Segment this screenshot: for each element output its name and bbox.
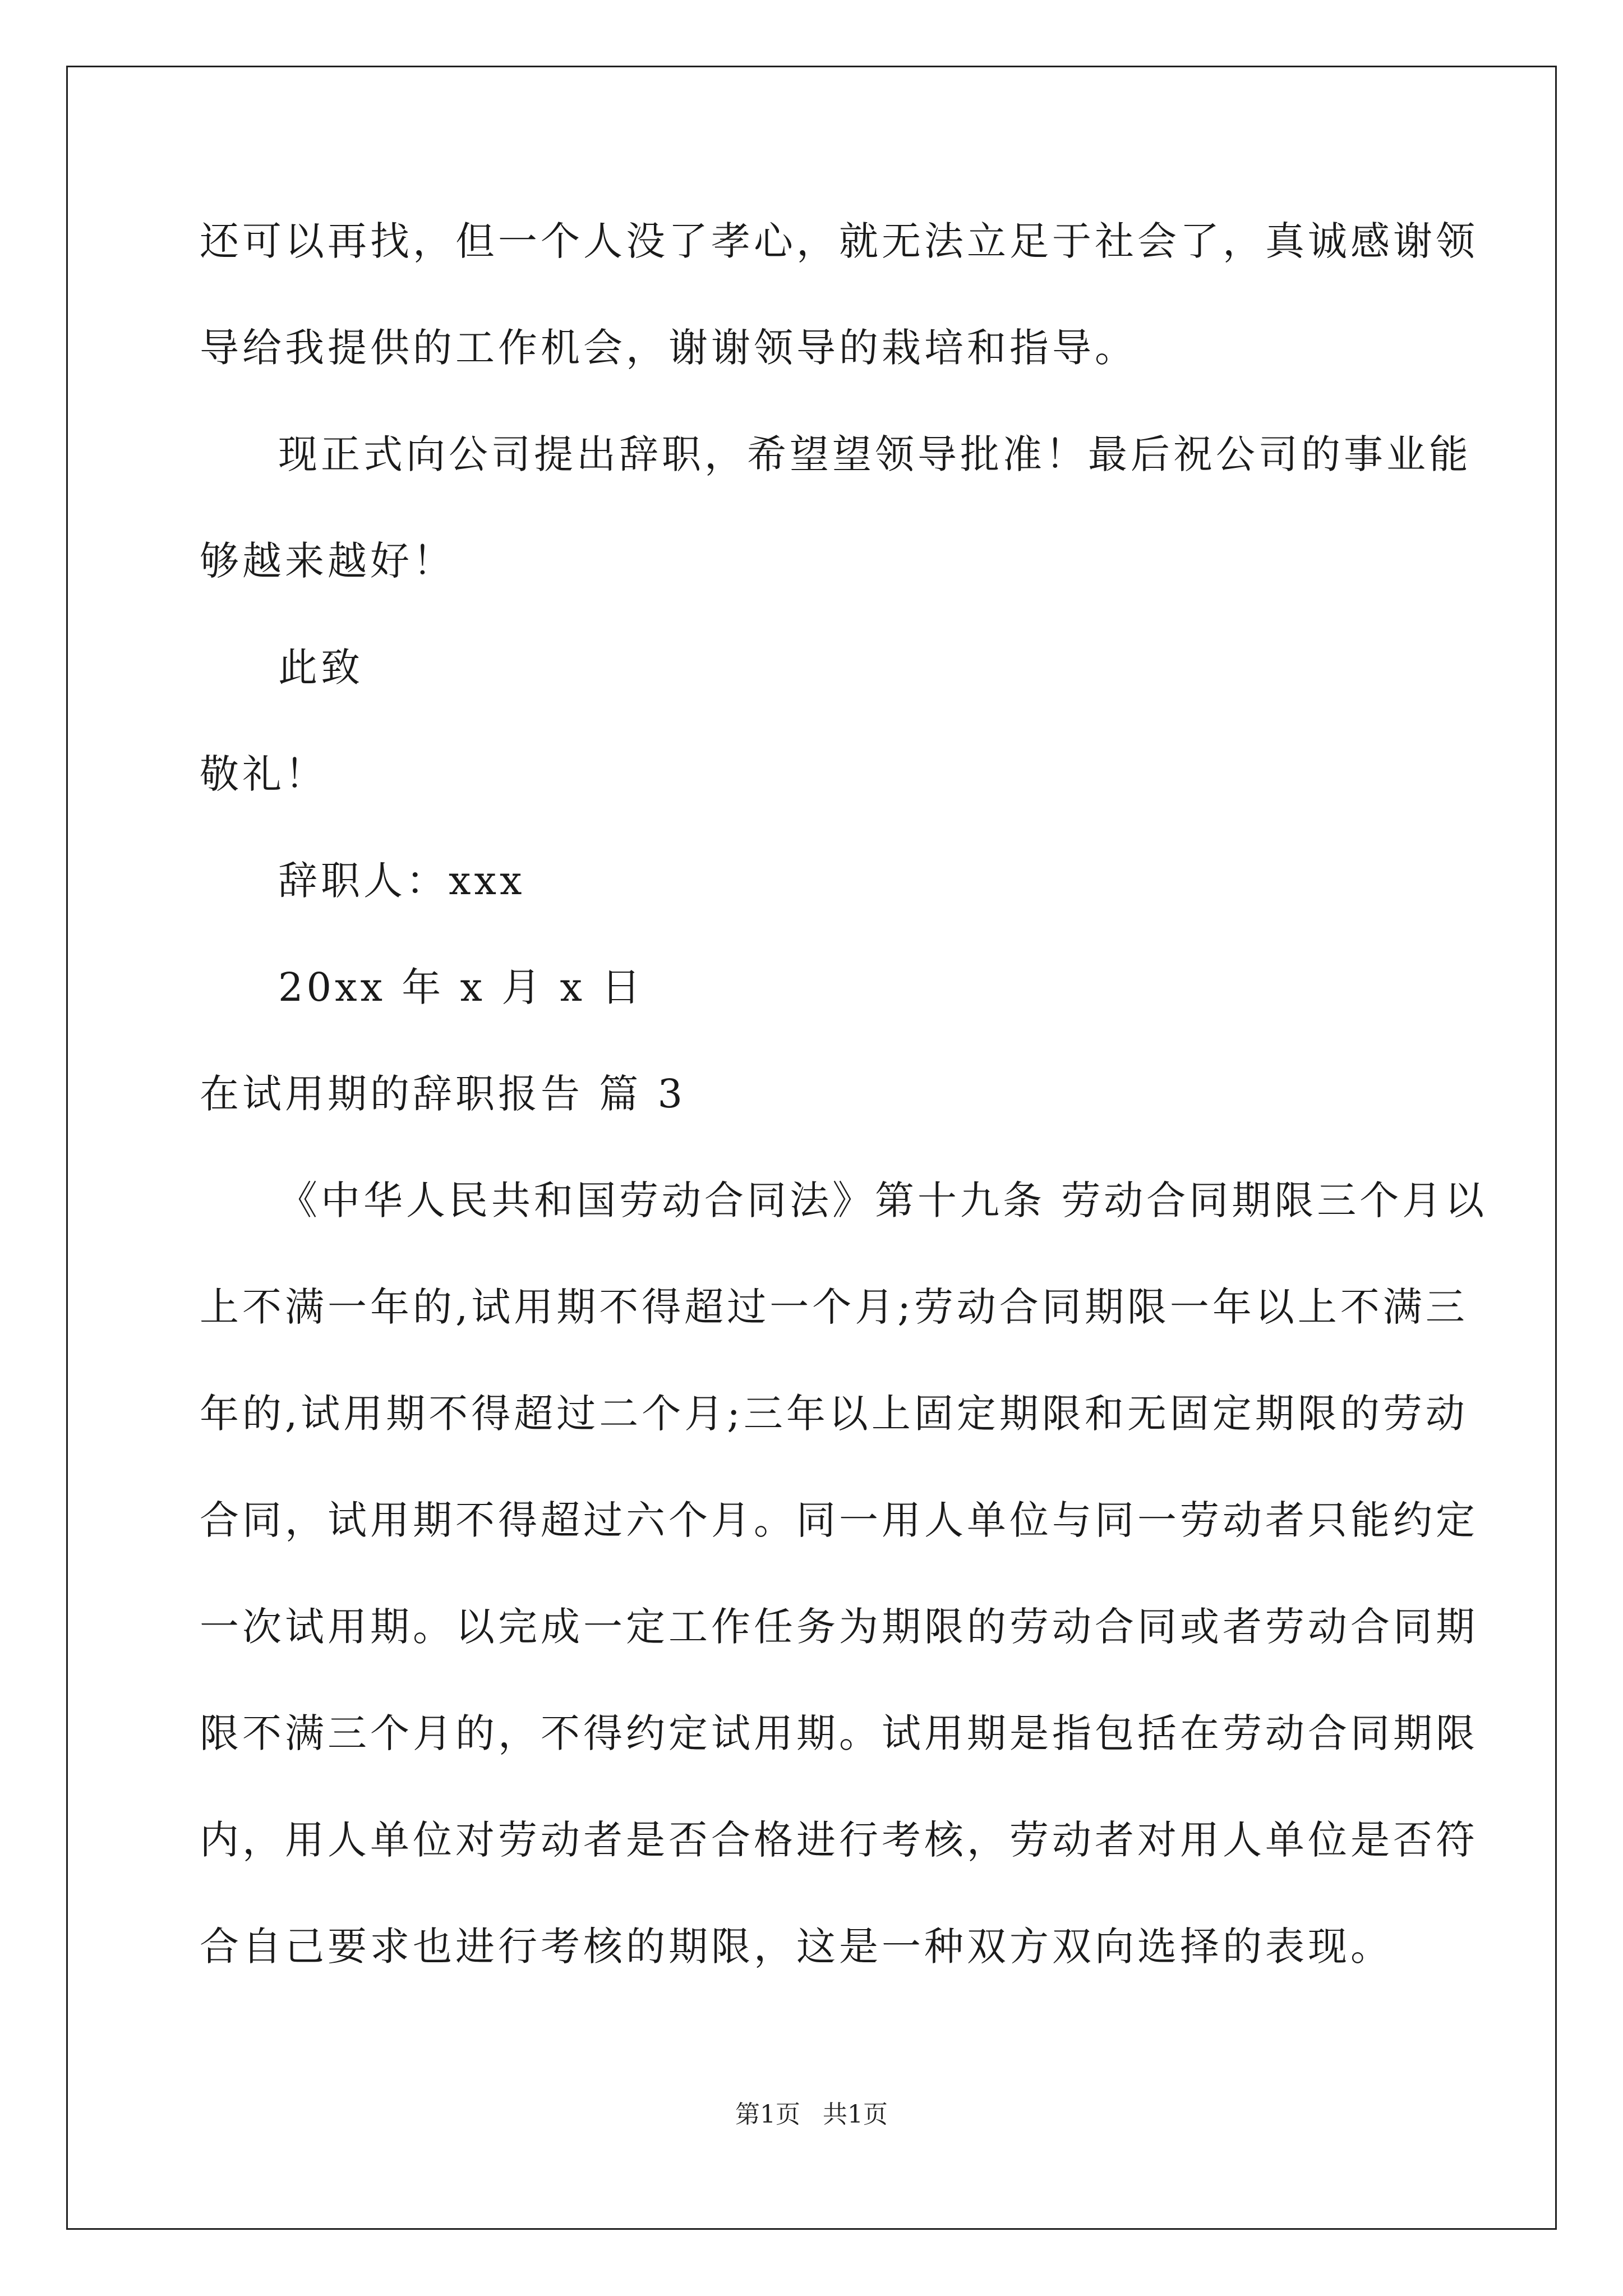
- paragraph-line: 一次试用期。以完成一定工作任务为期限的劳动合同或者劳动合同期: [200, 1604, 1478, 1650]
- page-border: [66, 66, 1557, 2230]
- paragraph-line: 《中华人民共和国劳动合同法》第十九条 劳动合同期限三个月以: [278, 1177, 1488, 1223]
- paragraph-line: 现正式向公司提出辞职，希望望领导批准！最后祝公司的事业能: [278, 431, 1472, 477]
- page-total: 共1页: [823, 2100, 888, 2129]
- paragraph-line: 还可以再找，但一个人没了孝心，就无法立足于社会了，真诚感谢领: [200, 218, 1478, 264]
- signature-line: 辞职人：xxx: [278, 858, 525, 904]
- section-heading: 在试用期的辞职报告 篇 3: [200, 1071, 686, 1117]
- paragraph-line: 限不满三个月的，不得约定试用期。试用期是指包括在劳动合同期限: [200, 1710, 1478, 1756]
- paragraph-line: 年的,试用期不得超过二个月;三年以上固定期限和无固定期限的劳动: [200, 1391, 1468, 1437]
- paragraph-line: 合同，试用期不得超过六个月。同一用人单位与同一劳动者只能约定: [200, 1497, 1478, 1543]
- paragraph-line: 合自己要求也进行考核的期限，这是一种双方双向选择的表现。: [200, 1924, 1393, 1970]
- paragraph-line: 内，用人单位对劳动者是否合格进行考核，劳动者对用人单位是否符: [200, 1817, 1478, 1863]
- paragraph-line: 够越来越好！: [200, 538, 455, 584]
- date-line: 20xx 年 x 月 x 日: [278, 964, 644, 1010]
- paragraph-line: 导给我提供的工作机会，谢谢领导的栽培和指导。: [200, 325, 1137, 371]
- page-number: 第1页: [735, 2100, 800, 2129]
- closing-regards: 敬礼！: [200, 751, 328, 797]
- closing-salutation: 此致: [278, 645, 363, 691]
- page-footer: [0, 2098, 1623, 2132]
- paragraph-line: 上不满一年的,试用期不得超过一个月;劳动合同期限一年以上不满三: [200, 1284, 1468, 1330]
